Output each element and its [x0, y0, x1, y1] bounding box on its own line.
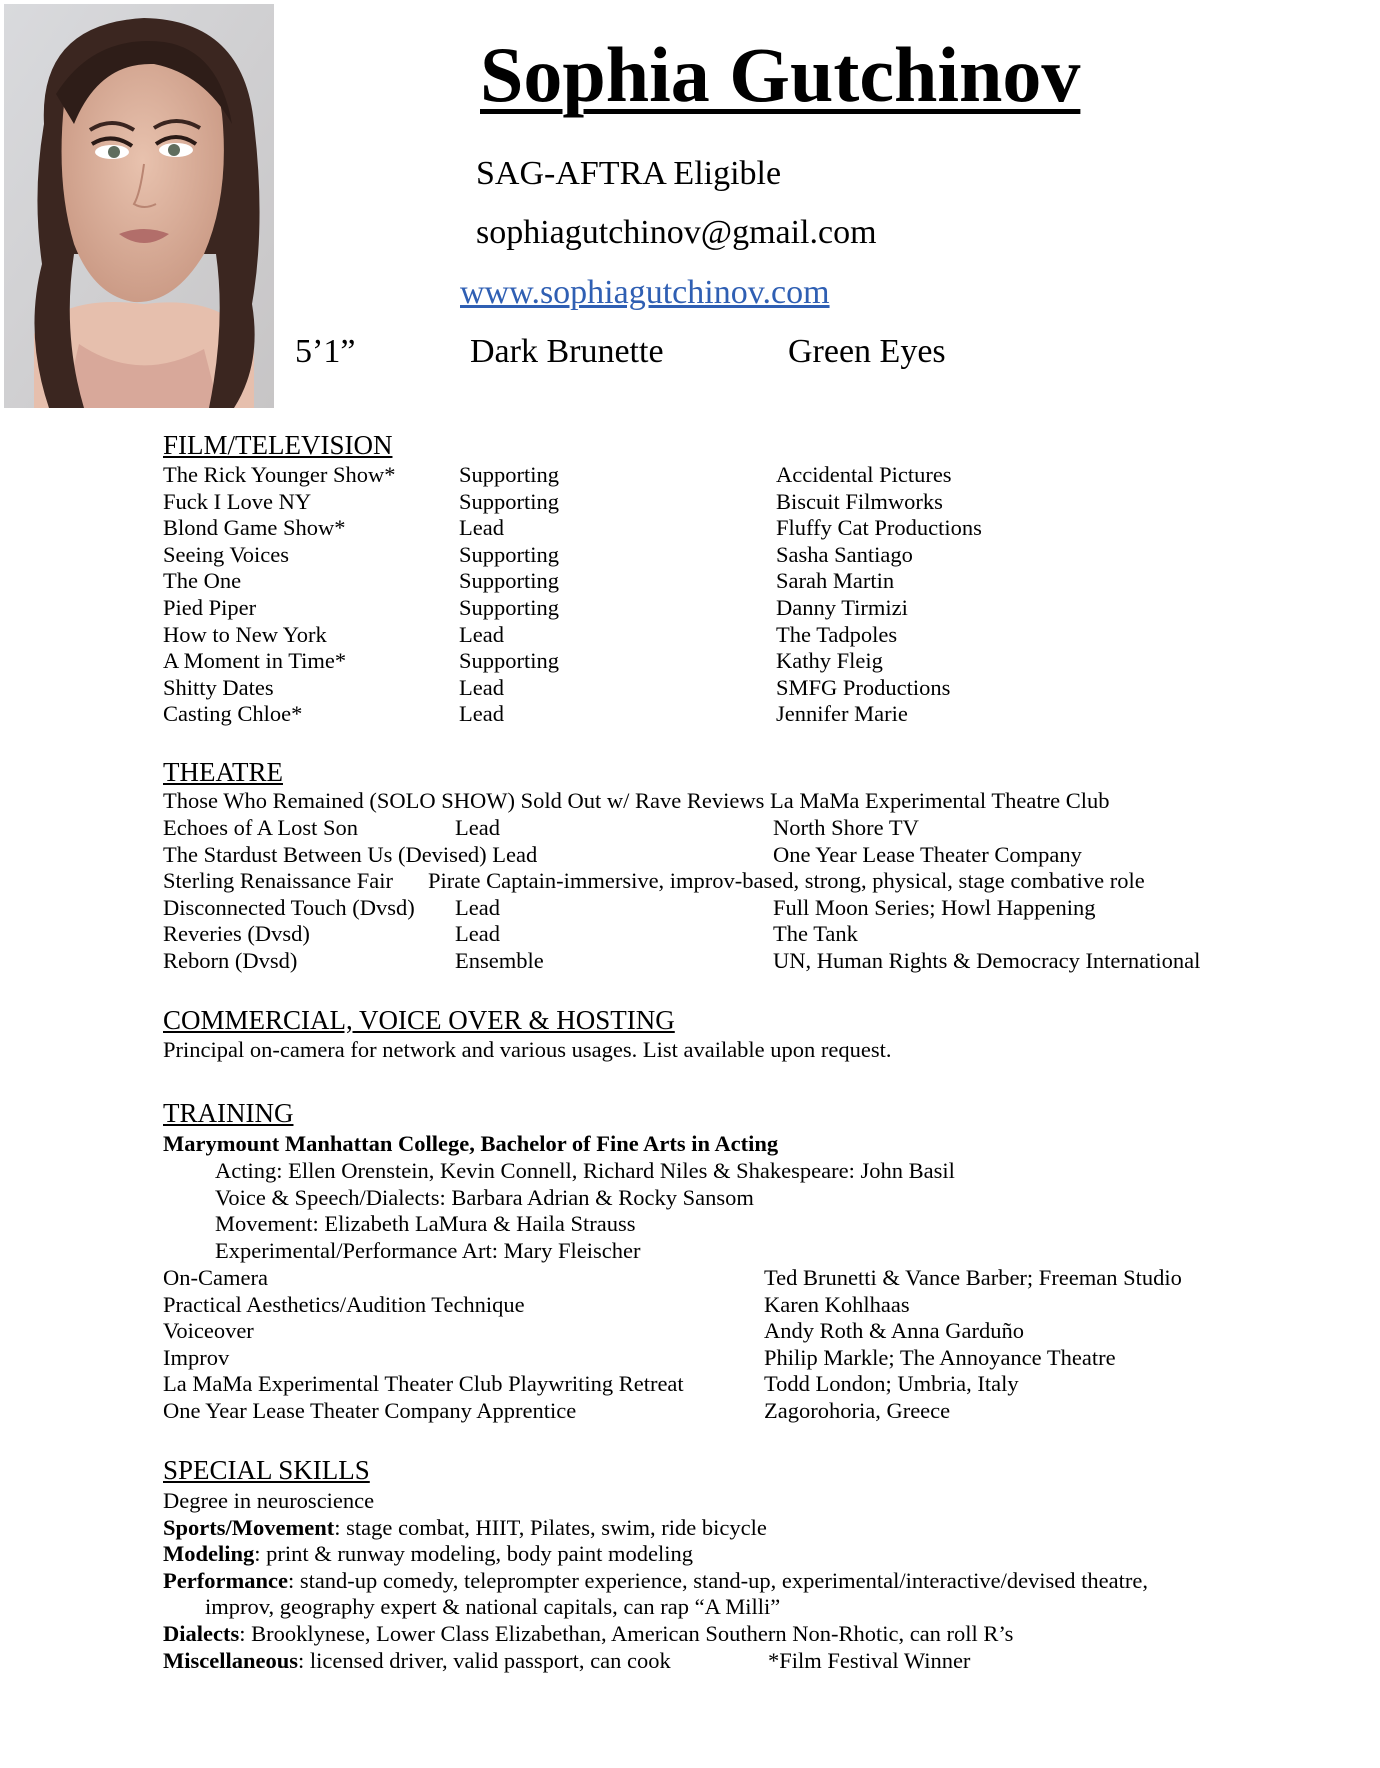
headshot-photo: [4, 4, 274, 408]
section-heading-commercial: COMMERCIAL, VOICE OVER & HOSTING: [163, 1005, 675, 1035]
school-name: Marymount Manhattan College: [163, 1131, 470, 1156]
union-status: SAG-AFTRA Eligible: [476, 155, 782, 192]
theatre-credit-title: Sterling Renaissance Fair: [163, 868, 393, 894]
section-heading-film: FILM/TELEVISION: [163, 430, 393, 460]
theatre-credit-role: Lead: [455, 921, 500, 947]
film-credit-company: Danny Tirmizi: [776, 595, 908, 620]
training-subitem: Acting: Ellen Orenstein, Kevin Connell, Richard Niles & Shakespeare: John Basil: [215, 1158, 955, 1183]
theatre-credit-role: Lead: [455, 815, 500, 840]
section-heading-skills: SPECIAL SKILLS: [163, 1455, 370, 1485]
film-credit-company: Accidental Pictures: [776, 462, 952, 487]
film-credit-company: SMFG Productions: [776, 674, 951, 700]
film-credit-title: Seeing Voices: [163, 541, 290, 567]
theatre-credit-company: The Tank: [773, 921, 858, 947]
film-credit-role: Supporting: [459, 568, 560, 594]
skill-item: Modeling: print & runway modeling, body paint modeling: [163, 1541, 693, 1566]
height-value: 5’1”: [295, 333, 356, 370]
footnote: *Film Festival Winner: [768, 1648, 971, 1673]
theatre-credit-title: The Stardust Between Us (Devised) Lead: [163, 841, 538, 867]
film-credit-role: Supporting: [459, 648, 560, 674]
theatre-credit-role: Ensemble: [455, 948, 544, 973]
film-credit-title: Shitty Dates: [163, 674, 274, 700]
film-credit-company: The Tadpoles: [776, 621, 898, 647]
skill-item: Sports/Movement: stage combat, HIIT, Pilates, swim, ride bicycle: [163, 1515, 767, 1540]
film-credit-company: Sarah Martin: [776, 568, 895, 594]
training-course: Practical Aesthetics/Audition Technique: [163, 1291, 525, 1317]
film-credit-title: Pied Piper: [163, 595, 257, 620]
film-credit-title: Casting Chloe*: [163, 701, 303, 727]
theatre-featured-credit: Those Who Remained (SOLO SHOW) Sold Out w/ Rave Reviews La MaMa Experimental Theatre Club: [163, 788, 1110, 813]
film-credit-role: Supporting: [459, 595, 560, 620]
training-course: Improv: [163, 1344, 230, 1370]
film-credit-company: Biscuit Filmworks: [776, 488, 943, 514]
film-credit-title: Blond Game Show*: [163, 515, 346, 541]
film-credit-role: Lead: [459, 515, 504, 541]
theatre-credit-title: Disconnected Touch (Dvsd): [163, 894, 415, 920]
training-instructor: Zagorohoria, Greece: [764, 1398, 951, 1423]
training-course: On-Camera: [163, 1265, 268, 1290]
film-credit-role: Lead: [459, 701, 504, 727]
training-subitem: Experimental/Performance Art: Mary Fleischer: [215, 1238, 641, 1263]
film-credit-role: Lead: [459, 621, 504, 647]
theatre-credit-role: Pirate Captain-immersive, improv-based, strong, physical, stage combative role: [428, 868, 1145, 894]
training-instructor: Karen Kohlhaas: [764, 1291, 910, 1317]
film-credit-title: How to New York: [163, 621, 327, 647]
page-title: Sophia Gutchinov: [480, 31, 1081, 118]
training-subitem: Voice & Speech/Dialects: Barbara Adrian & Rocky Sansom: [215, 1185, 754, 1210]
skill-item: Performance: stand-up comedy, teleprompter experience, stand-up, experimental/interactive/devised theatre,: [163, 1568, 1149, 1593]
film-credit-role: Supporting: [459, 462, 560, 487]
skill-item: Miscellaneous: licensed driver, valid passport, can cook: [163, 1648, 671, 1673]
film-credit-company: Kathy Fleig: [776, 648, 883, 674]
skill-item: Dialects: Brooklynese, Lower Class Elizabethan, American Southern Non-Rhotic, can roll R’s: [163, 1621, 1014, 1646]
skills-degree: Degree in neuroscience: [163, 1488, 375, 1513]
film-credit-company: Jennifer Marie: [776, 701, 908, 727]
training-instructor: Ted Brunetti & Vance Barber; Freeman Studio: [764, 1265, 1182, 1290]
theatre-credit-title: Reveries (Dvsd): [163, 921, 310, 947]
film-credit-title: A Moment in Time*: [163, 648, 347, 674]
theatre-credit-company: Full Moon Series; Howl Happening: [773, 894, 1096, 920]
eyes-value: Green Eyes: [788, 333, 946, 370]
film-credit-title: Fuck I Love NY: [163, 488, 312, 514]
degree-name: Bachelor of Fine Arts in Acting: [480, 1131, 779, 1156]
training-instructor: Andy Roth & Anna Garduño: [764, 1318, 1024, 1344]
commercial-text: Principal on-camera for network and various usages. List available upon request.: [163, 1037, 892, 1062]
training-course: One Year Lease Theater Company Apprentice: [163, 1398, 577, 1423]
theatre-credit-company: UN, Human Rights & Democracy International: [773, 948, 1201, 973]
website-link[interactable]: www.sophiagutchinov.com: [460, 274, 830, 311]
training-degree: Marymount Manhattan College, Bachelor of Fine Arts in Acting: [163, 1131, 779, 1156]
film-credit-company: Fluffy Cat Productions: [776, 515, 982, 541]
film-credit-company: Sasha Santiago: [776, 541, 913, 567]
training-instructor: Todd London; Umbria, Italy: [764, 1371, 1019, 1397]
training-subitem: Movement: Elizabeth LaMura & Haila Strauss: [215, 1211, 636, 1236]
skill-item-continued: improv, geography expert & national capitals, can rap “A Milli”: [205, 1594, 781, 1619]
training-course: La MaMa Experimental Theater Club Playwriting Retreat: [163, 1371, 684, 1397]
section-heading-training: TRAINING: [163, 1098, 294, 1128]
theatre-credit-company: North Shore TV: [773, 815, 919, 840]
hair-value: Dark Brunette: [470, 333, 664, 370]
section-heading-theatre: THEATRE: [163, 757, 283, 787]
film-credit-title: The Rick Younger Show*: [163, 462, 396, 487]
film-credit-role: Supporting: [459, 541, 560, 567]
theatre-credit-role: Lead: [455, 894, 500, 920]
theatre-credit-title: Reborn (Dvsd): [163, 948, 298, 973]
training-instructor: Philip Markle; The Annoyance Theatre: [764, 1344, 1116, 1370]
film-credit-title: The One: [163, 568, 242, 594]
theatre-credit-title: Echoes of A Lost Son: [163, 815, 358, 840]
film-credit-role: Supporting: [459, 488, 560, 514]
training-course: Voiceover: [163, 1318, 254, 1344]
theatre-credit-company: One Year Lease Theater Company: [773, 841, 1082, 867]
email-text: sophiagutchinov@gmail.com: [476, 214, 877, 251]
film-credit-role: Lead: [459, 674, 504, 700]
